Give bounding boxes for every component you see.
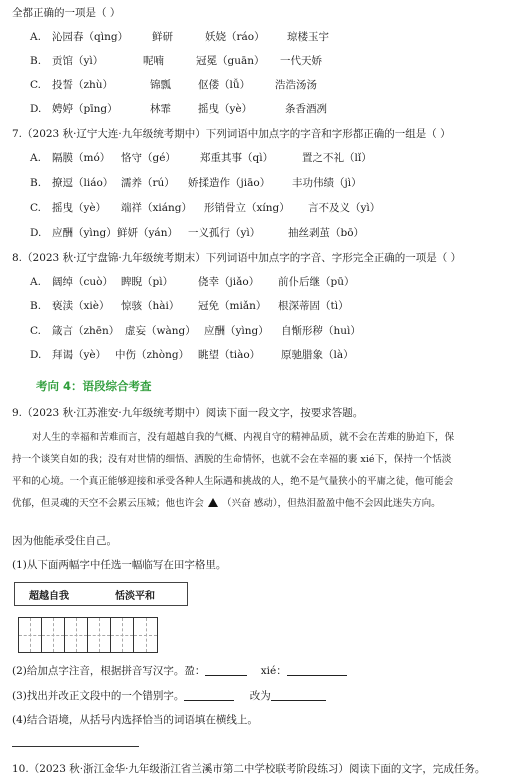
passage-line-2: 持一个谈笑自如的我；没有对世情的细悟、洒脱的生命情怀，也就不会在幸福的裹 xié下，保持一个恬淡 (12, 454, 452, 465)
q6-option-d: D. 娉婷（pīng） 林霏 摇曳（yè） 条香酒冽 (30, 103, 327, 115)
q9-sub2: (2)给加点字注音，根据拼音写汉字。盈： xié： (12, 664, 347, 678)
q7-option-a: A. 隔膜（mó） 恪守（gé） 郑重其事（qì） 置之不礼（lǐ） (30, 152, 372, 164)
q9-sub4: (4)结合语境，从括号内选择恰当的词语填在横线上。 (12, 714, 258, 726)
q10-question: 10.（2023 秋·浙江金华·九年级浙江省兰溪市第二中学校联考阶段练习）阅读下面的文字，完成任务。 (12, 763, 486, 775)
q7-option-b: B. 撩逗（liáo） 濡养（rú） 娇揉造作（jiāo） 丰功伟绩（jì） (30, 177, 362, 189)
q8-option-b: B. 亵渎（xiè） 惊骇（hài） 冠免（miǎn） 根深蒂固（tì） (30, 300, 349, 312)
q7-option-d: D. 应酬（yìng） 鲜妍（yán） 一义孤行（yì） 抽丝剥茧（bō） (30, 227, 365, 239)
grid-cell[interactable] (111, 618, 134, 652)
q6-option-b: B. 贡馆（yì） 呢喃 冠冕（guān） 一代天娇 (30, 55, 322, 67)
q9-sub3: (3)找出并改正文段中的一个错别字。 改为 (12, 689, 326, 703)
passage-line-4: 优郁，但灵魂的天空不会累云压城；他也许会 （兴奋 感动），但热泪盈盈中他不会因此迷失方向。 (12, 498, 441, 509)
answer-blank[interactable] (271, 689, 326, 701)
q8-option-c: C. 箴言（zhēn） 虚妄（wàng） 应酬（yìng） 自惭形秽（huì） (30, 325, 361, 337)
q6-option-c: C. 投誓（zhù） 锦瓢 伛偻（lǚ） 浩浩汤汤 (30, 79, 317, 91)
passage-line-1: 对人生的幸福和苦难而言，没有超越自我的气概、内视自守的精神品质，就不会在苦难的胁迫下，保 (32, 432, 455, 443)
answer-blank[interactable] (205, 664, 247, 676)
grid-cell[interactable] (42, 618, 65, 652)
section-title: 考向 4：语段综合考查 (36, 379, 152, 393)
tianzige-grid[interactable] (18, 617, 158, 653)
answer-blank[interactable] (184, 689, 234, 701)
grid-cell[interactable] (19, 618, 42, 652)
q9-last-line: 因为他能承受住自己。 (12, 535, 117, 547)
q6-option-a: A. 沁园春（qìng） 鲜研 妖娆（ráo） 琼楼玉宇 (30, 31, 329, 43)
calligraphy-sample-box (14, 582, 188, 606)
q7-question: 7.（2023 秋·辽宁大连·九年级统考期中）下列词语中加点字的字音和字形都正确的一组是（ ） (12, 128, 451, 140)
q9-passage (12, 427, 512, 515)
q6-tail: 全都正确的一项是（ ） (12, 7, 121, 19)
grid-cell[interactable] (65, 618, 88, 652)
calligraphy-option-1: 超越自我 (29, 591, 69, 602)
answer-blank[interactable] (287, 664, 347, 676)
grid-cell[interactable] (88, 618, 111, 652)
q8-question: 8.（2023 秋·辽宁盘锦·九年级统考期末）下列词语中加点字的字音、字形完全正确的一项是（ ） (12, 252, 462, 264)
grid-cell[interactable] (134, 618, 157, 652)
q7-option-c: C. 摇曳（yè） 端祥（xiáng） 形销骨立（xíng） 言不及义（yì） (30, 202, 381, 214)
calligraphy-option-2: 恬淡平和 (115, 591, 155, 602)
q9-question: 9.（2023 秋·江苏淮安·九年级统考期中）阅读下面一段文字，按要求答题。 (12, 407, 364, 419)
passage-line-3: 平和的心境。一个真正能够迎接和承受各种人生际遇和挑战的人，绝不是气量狭小的平庸之徒，他可能会 (12, 476, 454, 487)
divider (12, 746, 139, 747)
q9-sub1: (1)从下面两幅字中任选一幅临写在田字格里。 (12, 559, 227, 571)
q8-option-d: D. 拜谒（yè） 中伤（zhòng） 眺望（tiào） 原驰腊象（là） (30, 349, 354, 361)
blank-triangle-icon (208, 498, 218, 507)
q8-option-a: A. 阔绰（cuò） 睥睨（pì） 侥幸（jiǎo） 前仆后继（pū） (30, 276, 355, 288)
